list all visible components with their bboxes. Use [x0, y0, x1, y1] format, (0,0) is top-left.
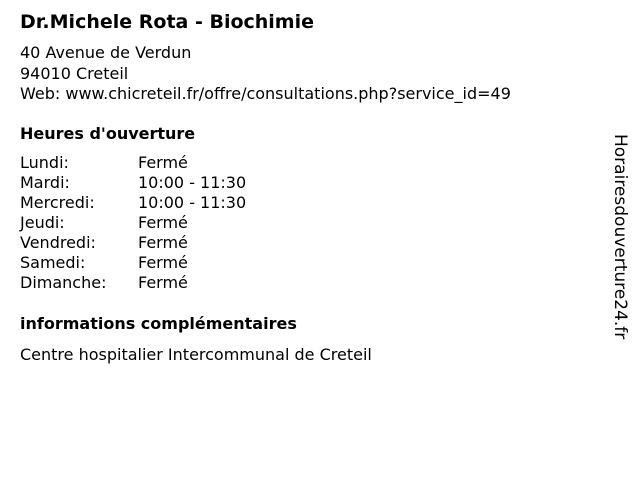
day-hours: 10:00 - 11:30	[138, 193, 247, 212]
info-heading: informations complémentaires	[20, 314, 297, 333]
day-hours: Fermé	[138, 213, 188, 232]
day-label: Mardi:	[20, 173, 70, 192]
hours-heading: Heures d'ouverture	[20, 124, 196, 143]
info-text: Centre hospitalier Intercommunal de Creteil	[20, 345, 372, 364]
address-block	[20, 43, 511, 105]
day-label: Samedi:	[20, 253, 86, 272]
day-label: Dimanche:	[20, 273, 107, 292]
day-label: Jeudi:	[20, 213, 65, 232]
day-hours: Fermé	[138, 153, 188, 172]
day-hours: Fermé	[138, 273, 188, 292]
day-label: Mercredi:	[20, 193, 95, 212]
day-hours: Fermé	[138, 233, 188, 252]
page-title: Dr.Michele Rota - Biochimie	[20, 11, 315, 33]
site-watermark: Horairesdouverture24.fr	[610, 134, 630, 340]
day-label: Vendredi:	[20, 233, 96, 252]
address-street: 40 Avenue de Verdun	[20, 43, 192, 62]
day-hours: Fermé	[138, 253, 188, 272]
address-city: 94010 Creteil	[20, 63, 129, 83]
day-label: Lundi:	[20, 153, 69, 172]
day-hours: 10:00 - 11:30	[138, 173, 247, 192]
website-link[interactable]: Web: www.chicreteil.fr/offre/consultations.php?service_id=49	[20, 84, 511, 103]
